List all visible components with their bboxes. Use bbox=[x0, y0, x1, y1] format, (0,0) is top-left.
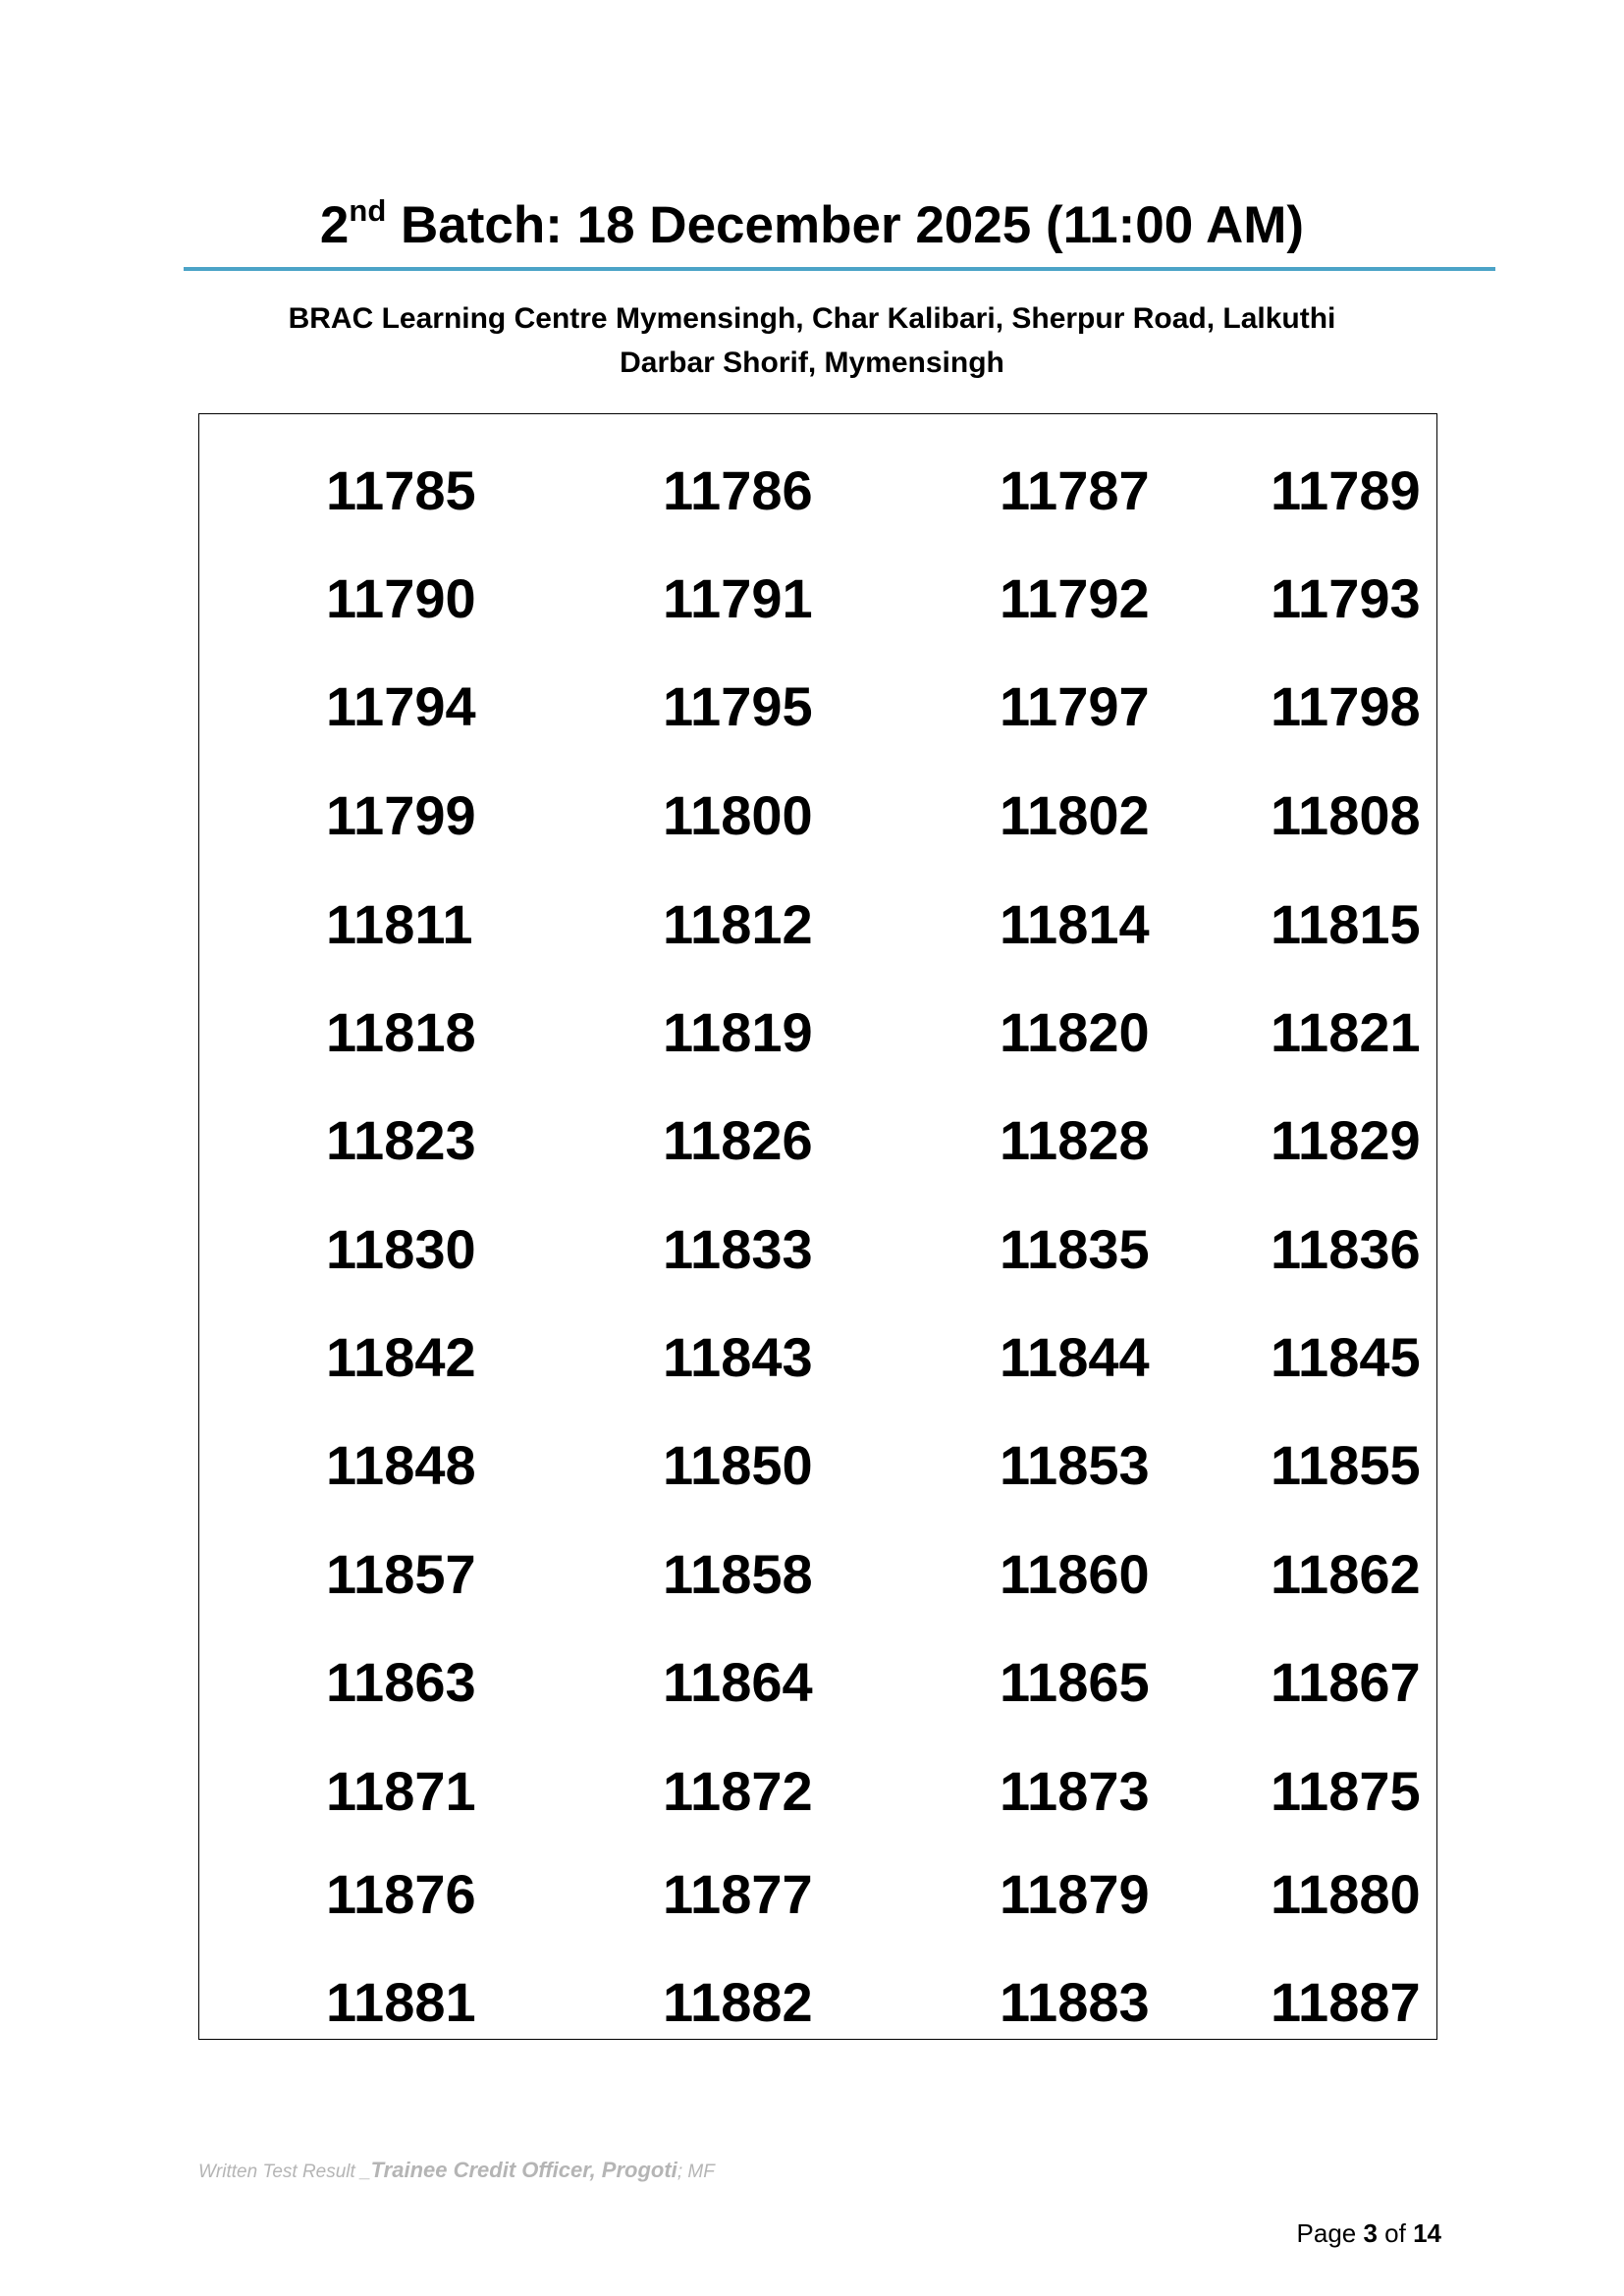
roll-number: 11830 bbox=[326, 1218, 476, 1280]
roll-row bbox=[199, 1540, 1436, 1609]
page-label: Page bbox=[1296, 2218, 1364, 2248]
roll-number: 11812 bbox=[663, 893, 813, 955]
roll-row bbox=[199, 781, 1436, 850]
roll-number: 11860 bbox=[1000, 1543, 1150, 1605]
roll-number: 11844 bbox=[1000, 1326, 1150, 1388]
roll-number: 11794 bbox=[326, 675, 476, 737]
roll-number: 11865 bbox=[1000, 1651, 1150, 1713]
roll-number: 11882 bbox=[663, 1971, 813, 2033]
roll-row bbox=[199, 1106, 1436, 1175]
roll-number: 11879 bbox=[1000, 1863, 1150, 1925]
roll-number: 11883 bbox=[1000, 1971, 1150, 2033]
roll-number: 11877 bbox=[663, 1863, 813, 1925]
batch-heading-text: Batch: 18 December 2025 (11:00 AM) bbox=[386, 196, 1305, 254]
page-of-label: of bbox=[1377, 2218, 1414, 2248]
roll-number: 11814 bbox=[1000, 893, 1150, 955]
roll-number: 11881 bbox=[326, 1971, 476, 2033]
roll-number: 11835 bbox=[1000, 1218, 1150, 1280]
page-current: 3 bbox=[1363, 2218, 1378, 2248]
roll-number: 11785 bbox=[326, 459, 476, 521]
batch-heading bbox=[0, 194, 1624, 264]
roll-row bbox=[199, 1860, 1436, 1929]
roll-number: 11828 bbox=[1000, 1109, 1150, 1171]
batch-ordinal-number: 2 bbox=[319, 196, 350, 254]
roll-row bbox=[199, 1757, 1436, 1826]
roll-number: 11802 bbox=[1000, 784, 1150, 846]
roll-number: 11823 bbox=[326, 1109, 476, 1171]
venue-address bbox=[196, 296, 1428, 385]
roll-number: 11848 bbox=[326, 1434, 476, 1496]
roll-row bbox=[199, 564, 1436, 633]
roll-row bbox=[199, 456, 1436, 525]
roll-number: 11797 bbox=[1000, 675, 1150, 737]
roll-number: 11791 bbox=[663, 567, 813, 629]
roll-number: 11819 bbox=[663, 1001, 813, 1063]
roll-number: 11850 bbox=[663, 1434, 813, 1496]
roll-number: 11871 bbox=[326, 1760, 476, 1822]
roll-row bbox=[199, 1215, 1436, 1284]
heading-divider bbox=[184, 267, 1495, 271]
roll-number: 11793 bbox=[1271, 567, 1421, 629]
roll-number: 11798 bbox=[1271, 675, 1421, 737]
roll-number: 11873 bbox=[1000, 1760, 1150, 1822]
batch-ordinal-suffix: nd bbox=[349, 193, 387, 228]
roll-number: 11811 bbox=[326, 893, 473, 955]
roll-number: 11876 bbox=[326, 1863, 476, 1925]
roll-row bbox=[199, 998, 1436, 1067]
roll-number: 11857 bbox=[326, 1543, 476, 1605]
roll-number: 11792 bbox=[1000, 567, 1150, 629]
roll-number: 11887 bbox=[1271, 1971, 1421, 2033]
footer-prefix: Written Test Result _ bbox=[198, 2162, 371, 2182]
roll-number: 11875 bbox=[1271, 1760, 1421, 1822]
roll-number: 11833 bbox=[663, 1218, 813, 1280]
roll-number: 11786 bbox=[663, 459, 813, 521]
footer-emphasis: Trainee Credit Officer, Progoti bbox=[370, 2158, 677, 2182]
roll-number: 11872 bbox=[663, 1760, 813, 1822]
roll-number: 11880 bbox=[1271, 1863, 1421, 1925]
roll-number: 11826 bbox=[663, 1109, 813, 1171]
footer-suffix: ; MF bbox=[677, 2162, 715, 2182]
roll-number-table bbox=[198, 413, 1437, 2040]
page-number bbox=[1297, 2218, 1441, 2249]
roll-number: 11867 bbox=[1271, 1651, 1421, 1713]
roll-number: 11845 bbox=[1271, 1326, 1421, 1388]
roll-number: 11815 bbox=[1271, 893, 1421, 955]
roll-number: 11789 bbox=[1271, 459, 1421, 521]
venue-line-2: Darbar Shorif, Mymensingh bbox=[620, 347, 1004, 379]
roll-number: 11818 bbox=[326, 1001, 476, 1063]
roll-number: 11821 bbox=[1271, 1001, 1421, 1063]
roll-row bbox=[199, 1968, 1436, 2037]
roll-row bbox=[199, 1323, 1436, 1392]
roll-row bbox=[199, 1431, 1436, 1500]
roll-number: 11862 bbox=[1271, 1543, 1421, 1605]
roll-number: 11853 bbox=[1000, 1434, 1150, 1496]
footer-note bbox=[198, 2158, 715, 2183]
roll-number: 11829 bbox=[1271, 1109, 1421, 1171]
roll-number: 11787 bbox=[1000, 459, 1150, 521]
roll-row bbox=[199, 672, 1436, 741]
page-total: 14 bbox=[1413, 2218, 1441, 2248]
roll-number: 11858 bbox=[663, 1543, 813, 1605]
roll-number: 11808 bbox=[1271, 784, 1421, 846]
roll-number: 11842 bbox=[326, 1326, 476, 1388]
roll-number: 11800 bbox=[663, 784, 813, 846]
roll-number: 11790 bbox=[326, 567, 476, 629]
roll-number: 11843 bbox=[663, 1326, 813, 1388]
roll-number: 11820 bbox=[1000, 1001, 1150, 1063]
roll-number: 11795 bbox=[663, 675, 813, 737]
roll-row bbox=[199, 890, 1436, 959]
roll-number: 11799 bbox=[326, 784, 476, 846]
roll-number: 11836 bbox=[1271, 1218, 1421, 1280]
roll-row bbox=[199, 1648, 1436, 1717]
roll-number: 11863 bbox=[326, 1651, 476, 1713]
roll-number: 11864 bbox=[663, 1651, 813, 1713]
venue-line-1: BRAC Learning Centre Mymensingh, Char Kalibari, Sherpur Road, Lalkuthi bbox=[288, 302, 1336, 335]
roll-number: 11855 bbox=[1271, 1434, 1421, 1496]
